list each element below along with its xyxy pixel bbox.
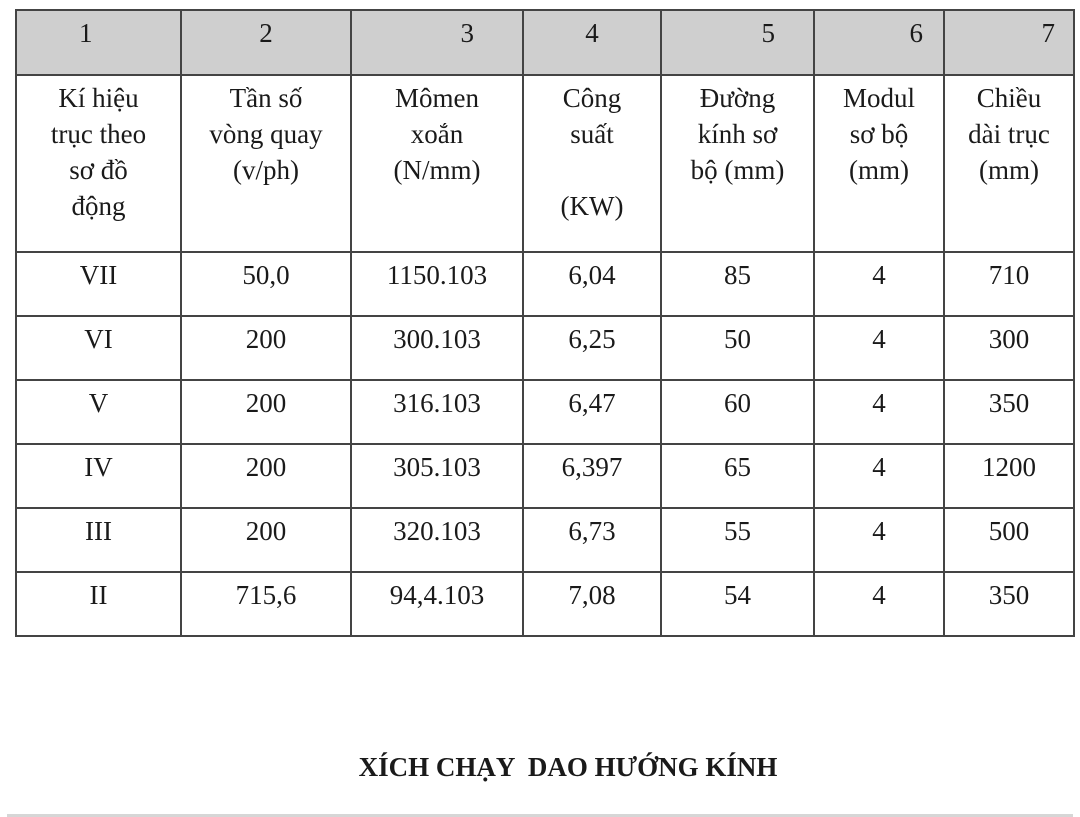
- cell-power: 6,397: [523, 444, 661, 508]
- cell-speed: 200: [181, 508, 351, 572]
- cell-diameter: 50: [661, 316, 814, 380]
- cell-diameter: 65: [661, 444, 814, 508]
- cell-shaft: III: [16, 508, 181, 572]
- cell-torque: 94,4.103: [351, 572, 523, 636]
- cell-power: 6,73: [523, 508, 661, 572]
- column-number: 3: [351, 10, 523, 75]
- cell-speed: 50,0: [181, 252, 351, 316]
- cell-shaft: II: [16, 572, 181, 636]
- cell-length: 350: [944, 380, 1074, 444]
- column-number: 4: [523, 10, 661, 75]
- header-rotation-speed: Tần số vòng quay (v/ph): [181, 75, 351, 252]
- cell-power: 6,25: [523, 316, 661, 380]
- cell-shaft: VII: [16, 252, 181, 316]
- table-row: [16, 380, 1074, 444]
- header-torque: Mômen xoắn (N/mm): [351, 75, 523, 252]
- cell-shaft: VI: [16, 316, 181, 380]
- cell-module: 4: [814, 380, 944, 444]
- column-number: 6: [814, 10, 944, 75]
- column-number-row: [16, 10, 1074, 75]
- header-shaft-length: Chiều dài trục (mm): [944, 75, 1074, 252]
- header-power: Công suất (KW): [523, 75, 661, 252]
- cell-power: 6,04: [523, 252, 661, 316]
- cell-module: 4: [814, 316, 944, 380]
- cell-power: 7,08: [523, 572, 661, 636]
- cell-length: 710: [944, 252, 1074, 316]
- cell-diameter: 85: [661, 252, 814, 316]
- cell-speed: 715,6: [181, 572, 351, 636]
- cell-diameter: 54: [661, 572, 814, 636]
- cell-length: 500: [944, 508, 1074, 572]
- cell-torque: 300.103: [351, 316, 523, 380]
- shaft-parameters-table: [15, 9, 1075, 637]
- header-preliminary-module: Modul sơ bộ (mm): [814, 75, 944, 252]
- cell-speed: 200: [181, 316, 351, 380]
- cell-length: 300: [944, 316, 1074, 380]
- cell-module: 4: [814, 572, 944, 636]
- section-title: XÍCH CHẠY DAO HƯỚNG KÍNH: [358, 752, 778, 782]
- cell-torque: 316.103: [351, 380, 523, 444]
- column-number: 1: [16, 10, 181, 75]
- table-row: [16, 572, 1074, 636]
- table-row: [16, 508, 1074, 572]
- column-header-row: [16, 75, 1074, 252]
- cell-torque: 320.103: [351, 508, 523, 572]
- column-number: 7: [944, 10, 1074, 75]
- column-number: 2: [181, 10, 351, 75]
- table-row: [16, 444, 1074, 508]
- cell-module: 4: [814, 508, 944, 572]
- header-preliminary-diameter: Đường kính sơ bộ (mm): [661, 75, 814, 252]
- cell-length: 1200: [944, 444, 1074, 508]
- cell-shaft: IV: [16, 444, 181, 508]
- cell-torque: 1150.103: [351, 252, 523, 316]
- cell-module: 4: [814, 444, 944, 508]
- column-number: 5: [661, 10, 814, 75]
- table-row: [16, 252, 1074, 316]
- cell-shaft: V: [16, 380, 181, 444]
- header-shaft-symbol: Kí hiệu trục theo sơ đồ động: [16, 75, 181, 252]
- cell-speed: 200: [181, 380, 351, 444]
- cell-module: 4: [814, 252, 944, 316]
- cell-length: 350: [944, 572, 1074, 636]
- cell-diameter: 55: [661, 508, 814, 572]
- cell-diameter: 60: [661, 380, 814, 444]
- cell-power: 6,47: [523, 380, 661, 444]
- table-row: [16, 316, 1074, 380]
- cell-speed: 200: [181, 444, 351, 508]
- cell-torque: 305.103: [351, 444, 523, 508]
